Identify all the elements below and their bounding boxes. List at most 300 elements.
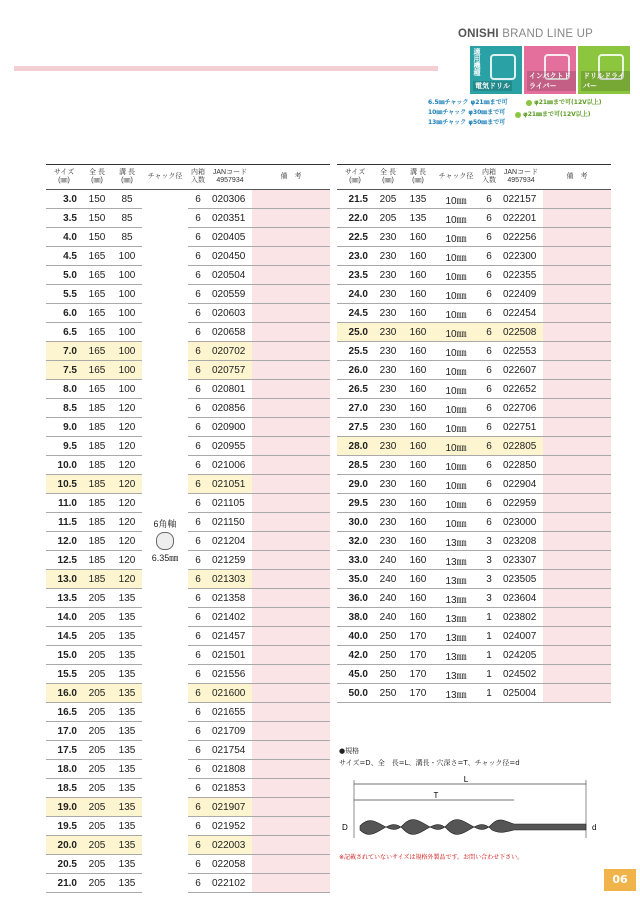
- col-jan: JANコード 4957934: [499, 165, 543, 190]
- groove-cell: 160: [403, 551, 433, 570]
- chuck-cell: 13㎜: [433, 665, 479, 684]
- qty-cell: 6: [188, 513, 208, 532]
- jan-cell: 022751: [499, 418, 543, 437]
- remarks-cell: [252, 361, 330, 380]
- remarks-cell: [252, 779, 330, 798]
- size-cell: 19.5: [46, 817, 82, 836]
- qty-cell: 6: [188, 608, 208, 627]
- length-cell: 205: [82, 703, 112, 722]
- jan-cell: 022904: [499, 475, 543, 494]
- qty-cell: 1: [479, 684, 499, 703]
- length-cell: 205: [82, 760, 112, 779]
- table-row: [337, 456, 611, 475]
- length-cell: 240: [373, 570, 403, 589]
- length-cell: 165: [82, 342, 112, 361]
- length-cell: 205: [82, 646, 112, 665]
- qty-cell: 6: [479, 399, 499, 418]
- remarks-cell: [543, 380, 611, 399]
- remarks-cell: [252, 684, 330, 703]
- remarks-cell: [252, 475, 330, 494]
- remarks-cell: [252, 836, 330, 855]
- note-10: 10㎜チャック φ30㎜まで可: [428, 109, 506, 116]
- groove-cell: 135: [112, 646, 142, 665]
- size-cell: 17.5: [46, 741, 82, 760]
- remarks-cell: [252, 418, 330, 437]
- remarks-cell: [252, 703, 330, 722]
- jan-cell: 021655: [208, 703, 252, 722]
- jan-cell: 023208: [499, 532, 543, 551]
- jan-cell: 020801: [208, 380, 252, 399]
- groove-cell: 160: [403, 589, 433, 608]
- remarks-cell: [252, 228, 330, 247]
- jan-cell: 022553: [499, 342, 543, 361]
- table-row: [46, 190, 330, 209]
- chuck-cell: 13㎜: [433, 551, 479, 570]
- length-cell: 205: [82, 722, 112, 741]
- table-header: [337, 165, 611, 190]
- table-row: [46, 798, 330, 817]
- length-cell: 240: [373, 608, 403, 627]
- remarks-cell: [252, 285, 330, 304]
- electric-drill-icon: [470, 46, 522, 94]
- groove-cell: 135: [112, 665, 142, 684]
- qty-cell: 3: [479, 532, 499, 551]
- groove-cell: 160: [403, 570, 433, 589]
- size-cell: 3.5: [46, 209, 82, 228]
- table-row: [337, 380, 611, 399]
- chuck-cell: 10㎜: [433, 361, 479, 380]
- jan-cell: 022201: [499, 209, 543, 228]
- length-cell: 165: [82, 247, 112, 266]
- jan-cell: 021556: [208, 665, 252, 684]
- jan-cell: 021303: [208, 570, 252, 589]
- length-cell: 205: [82, 779, 112, 798]
- col-size: サイズ (㎜): [337, 165, 373, 190]
- qty-cell: 6: [188, 475, 208, 494]
- table-row: [337, 665, 611, 684]
- qty-cell: 6: [188, 722, 208, 741]
- groove-cell: 160: [403, 494, 433, 513]
- chuck-cell: 10㎜: [433, 418, 479, 437]
- col-remarks: 備 考: [252, 165, 330, 190]
- table-row: [46, 703, 330, 722]
- remarks-cell: [543, 684, 611, 703]
- table-row: [46, 513, 330, 532]
- jan-cell: 021204: [208, 532, 252, 551]
- table-row: [46, 380, 330, 399]
- size-cell: 12.0: [46, 532, 82, 551]
- jan-cell: 022805: [499, 437, 543, 456]
- groove-cell: 160: [403, 247, 433, 266]
- length-cell: 165: [82, 323, 112, 342]
- length-cell: 230: [373, 437, 403, 456]
- green-note-right: [526, 98, 602, 108]
- green-bullet-icon-2: [515, 112, 521, 118]
- qty-cell: 6: [188, 285, 208, 304]
- remarks-cell: [252, 513, 330, 532]
- length-cell: 230: [373, 380, 403, 399]
- remarks-cell: [252, 247, 330, 266]
- qty-cell: 3: [479, 551, 499, 570]
- remarks-cell: [252, 551, 330, 570]
- groove-cell: 100: [112, 361, 142, 380]
- length-cell: 250: [373, 684, 403, 703]
- groove-cell: 100: [112, 266, 142, 285]
- jan-cell: 023802: [499, 608, 543, 627]
- groove-cell: 170: [403, 665, 433, 684]
- length-cell: 185: [82, 399, 112, 418]
- groove-cell: 160: [403, 361, 433, 380]
- col-length: 全 長 (㎜): [82, 165, 112, 190]
- table-row: [337, 190, 611, 209]
- remarks-cell: [543, 361, 611, 380]
- note-6-5: 6.5㎜チャック φ21㎜まで可: [428, 99, 508, 106]
- groove-cell: 160: [403, 475, 433, 494]
- jan-cell: 022003: [208, 836, 252, 855]
- groove-cell: 135: [112, 684, 142, 703]
- table-row: [337, 532, 611, 551]
- qty-cell: 1: [479, 646, 499, 665]
- jan-cell: 022102: [208, 874, 252, 893]
- jan-cell: 022850: [499, 456, 543, 475]
- qty-cell: 6: [188, 627, 208, 646]
- size-cell: 35.0: [337, 570, 373, 589]
- groove-cell: 120: [112, 418, 142, 437]
- remarks-cell: [543, 304, 611, 323]
- remarks-cell: [252, 589, 330, 608]
- table-row: [46, 760, 330, 779]
- size-cell: 7.0: [46, 342, 82, 361]
- footnote: ※記載されていないサイズは規格外製品です。お問い合わせ下さい。: [339, 854, 524, 861]
- groove-cell: 120: [112, 551, 142, 570]
- qty-cell: 6: [188, 551, 208, 570]
- table-row: [46, 779, 330, 798]
- groove-cell: 120: [112, 570, 142, 589]
- remarks-cell: [252, 817, 330, 836]
- length-cell: 165: [82, 266, 112, 285]
- chuck-cell: 10㎜: [433, 209, 479, 228]
- jan-cell: 021150: [208, 513, 252, 532]
- col-length: 全 長 (㎜): [373, 165, 403, 190]
- qty-cell: 1: [479, 608, 499, 627]
- jan-cell: 021709: [208, 722, 252, 741]
- size-cell: 6.0: [46, 304, 82, 323]
- table-row: [337, 304, 611, 323]
- length-cell: 230: [373, 494, 403, 513]
- length-cell: 230: [373, 456, 403, 475]
- drill-driver-icon: [578, 46, 630, 94]
- groove-cell: 160: [403, 513, 433, 532]
- length-cell: 230: [373, 342, 403, 361]
- groove-cell: 170: [403, 646, 433, 665]
- length-cell: 165: [82, 304, 112, 323]
- groove-cell: 170: [403, 684, 433, 703]
- remarks-cell: [252, 342, 330, 361]
- groove-cell: 135: [112, 741, 142, 760]
- remarks-cell: [543, 494, 611, 513]
- remarks-cell: [252, 665, 330, 684]
- length-cell: 240: [373, 589, 403, 608]
- qty-cell: 6: [479, 266, 499, 285]
- spec-legend: [339, 745, 520, 769]
- jan-cell: 022706: [499, 399, 543, 418]
- qty-cell: 6: [188, 665, 208, 684]
- qty-cell: 6: [479, 285, 499, 304]
- chuck-cell: 13㎜: [433, 570, 479, 589]
- remarks-cell: [252, 494, 330, 513]
- groove-cell: 160: [403, 532, 433, 551]
- length-cell: 185: [82, 532, 112, 551]
- chuck-cell: 10㎜: [433, 285, 479, 304]
- table-row: [46, 532, 330, 551]
- qty-cell: 6: [188, 703, 208, 722]
- remarks-cell: [252, 190, 330, 209]
- chuck-cell: 10㎜: [433, 380, 479, 399]
- table-row: [46, 247, 330, 266]
- length-cell: 205: [82, 741, 112, 760]
- length-cell: 150: [82, 190, 112, 209]
- table-row: [337, 285, 611, 304]
- jan-cell: 023000: [499, 513, 543, 532]
- length-cell: 230: [373, 513, 403, 532]
- qty-cell: 6: [479, 228, 499, 247]
- size-cell: 21.0: [46, 874, 82, 893]
- size-cell: 40.0: [337, 627, 373, 646]
- brand-name: ONISHI: [458, 28, 499, 40]
- note-13: 13㎜チャック φ50㎜まで可: [428, 119, 506, 126]
- jan-cell: 022256: [499, 228, 543, 247]
- groove-cell: 120: [112, 494, 142, 513]
- length-cell: 165: [82, 380, 112, 399]
- remarks-cell: [543, 323, 611, 342]
- size-cell: 50.0: [337, 684, 373, 703]
- table-row: [46, 589, 330, 608]
- groove-cell: 135: [112, 779, 142, 798]
- table-row: [46, 741, 330, 760]
- chuck-cell: 10㎜: [433, 247, 479, 266]
- groove-cell: 100: [112, 342, 142, 361]
- jan-cell: 021259: [208, 551, 252, 570]
- length-cell: 165: [82, 285, 112, 304]
- jan-cell: 020351: [208, 209, 252, 228]
- qty-cell: 6: [188, 589, 208, 608]
- length-cell: 230: [373, 399, 403, 418]
- remarks-cell: [252, 741, 330, 760]
- qty-cell: 3: [479, 570, 499, 589]
- length-cell: 205: [82, 665, 112, 684]
- length-cell: 150: [82, 228, 112, 247]
- size-cell: 16.0: [46, 684, 82, 703]
- table-row: [46, 608, 330, 627]
- impact-driver-label: インパクトドライバー: [527, 71, 576, 91]
- groove-cell: 135: [112, 874, 142, 893]
- chuck-cell: 10㎜: [433, 190, 479, 209]
- jan-cell: 020405: [208, 228, 252, 247]
- chuck-cell: 10㎜: [433, 475, 479, 494]
- groove-cell: 160: [403, 399, 433, 418]
- table-row: [337, 418, 611, 437]
- size-cell: 12.5: [46, 551, 82, 570]
- left-spec-table: [46, 164, 330, 893]
- jan-cell: 022652: [499, 380, 543, 399]
- qty-cell: 6: [188, 646, 208, 665]
- qty-cell: 6: [188, 532, 208, 551]
- table-row: [337, 570, 611, 589]
- remarks-cell: [543, 627, 611, 646]
- table-row: [337, 513, 611, 532]
- size-cell: 25.5: [337, 342, 373, 361]
- size-cell: 23.0: [337, 247, 373, 266]
- chuck-cell: 10㎜: [433, 266, 479, 285]
- jan-cell: 025004: [499, 684, 543, 703]
- chuck-cell: 13㎜: [433, 646, 479, 665]
- chuck-cell: 10㎜: [433, 513, 479, 532]
- remarks-cell: [543, 342, 611, 361]
- jan-cell: 020856: [208, 399, 252, 418]
- jan-cell: 020504: [208, 266, 252, 285]
- length-cell: 205: [82, 627, 112, 646]
- table-row: [46, 399, 330, 418]
- length-cell: 205: [82, 836, 112, 855]
- size-cell: 21.5: [337, 190, 373, 209]
- length-cell: 205: [373, 209, 403, 228]
- jan-cell: 022454: [499, 304, 543, 323]
- chuck-cell: 13㎜: [433, 589, 479, 608]
- remarks-cell: [252, 209, 330, 228]
- length-cell: 205: [373, 190, 403, 209]
- length-cell: 185: [82, 513, 112, 532]
- length-cell: 240: [373, 551, 403, 570]
- remarks-cell: [252, 646, 330, 665]
- qty-cell: 6: [479, 342, 499, 361]
- length-cell: 205: [82, 798, 112, 817]
- hex-shaft-icon: [156, 532, 174, 550]
- table-row: [46, 437, 330, 456]
- remarks-cell: [543, 513, 611, 532]
- length-cell: 185: [82, 475, 112, 494]
- qty-cell: 6: [479, 494, 499, 513]
- jan-cell: 022959: [499, 494, 543, 513]
- qty-cell: 6: [188, 760, 208, 779]
- size-cell: 4.5: [46, 247, 82, 266]
- auger-bit-diagram: [336, 770, 606, 850]
- size-cell: 23.5: [337, 266, 373, 285]
- col-groove: 溝 長 (㎜): [112, 165, 142, 190]
- header-accent-bar: [14, 66, 438, 71]
- qty-cell: 6: [188, 570, 208, 589]
- groove-cell: 135: [112, 589, 142, 608]
- size-cell: 8.0: [46, 380, 82, 399]
- qty-cell: 6: [188, 342, 208, 361]
- remarks-cell: [252, 627, 330, 646]
- table-row: [46, 266, 330, 285]
- qty-cell: 6: [188, 684, 208, 703]
- length-cell: 250: [373, 665, 403, 684]
- remarks-cell: [543, 209, 611, 228]
- size-cell: 20.0: [46, 836, 82, 855]
- jan-cell: 023307: [499, 551, 543, 570]
- size-cell: 18.0: [46, 760, 82, 779]
- table-row: [337, 589, 611, 608]
- table-row: [46, 874, 330, 893]
- jan-cell: 024007: [499, 627, 543, 646]
- length-cell: 230: [373, 285, 403, 304]
- chuck-cell: 10㎜: [433, 304, 479, 323]
- jan-cell: 020757: [208, 361, 252, 380]
- jan-cell: 023505: [499, 570, 543, 589]
- T-label: T: [433, 791, 439, 800]
- jan-cell: 022157: [499, 190, 543, 209]
- remarks-cell: [543, 437, 611, 456]
- size-cell: 15.0: [46, 646, 82, 665]
- table-row: [337, 399, 611, 418]
- jan-cell: 024502: [499, 665, 543, 684]
- size-cell: 9.0: [46, 418, 82, 437]
- remarks-cell: [543, 247, 611, 266]
- col-chuck: チャック径: [433, 165, 479, 190]
- table-row: [337, 475, 611, 494]
- jan-cell: 021907: [208, 798, 252, 817]
- qty-cell: 6: [188, 437, 208, 456]
- groove-cell: 160: [403, 266, 433, 285]
- groove-cell: 120: [112, 437, 142, 456]
- qty-cell: 6: [479, 475, 499, 494]
- qty-cell: 6: [188, 456, 208, 475]
- size-cell: 25.0: [337, 323, 373, 342]
- qty-cell: 6: [479, 361, 499, 380]
- remarks-cell: [252, 456, 330, 475]
- remarks-cell: [252, 608, 330, 627]
- L-label: L: [463, 775, 469, 784]
- chuck-cell: 13㎜: [433, 684, 479, 703]
- size-cell: 20.5: [46, 855, 82, 874]
- qty-cell: 6: [188, 228, 208, 247]
- length-cell: 230: [373, 228, 403, 247]
- jan-cell: 022058: [208, 855, 252, 874]
- size-cell: 13.0: [46, 570, 82, 589]
- applicable-label: 適用機種: [473, 48, 481, 76]
- remarks-cell: [252, 323, 330, 342]
- size-cell: 22.5: [337, 228, 373, 247]
- jan-cell: 022409: [499, 285, 543, 304]
- bit-body-shape: [360, 820, 586, 835]
- size-cell: 26.5: [337, 380, 373, 399]
- groove-cell: 85: [112, 209, 142, 228]
- size-cell: 9.5: [46, 437, 82, 456]
- size-cell: 14.0: [46, 608, 82, 627]
- length-cell: 205: [82, 684, 112, 703]
- table-row: [337, 646, 611, 665]
- jan-cell: 020702: [208, 342, 252, 361]
- length-cell: 205: [82, 855, 112, 874]
- qty-cell: 6: [188, 247, 208, 266]
- table-row: [337, 209, 611, 228]
- remarks-cell: [252, 722, 330, 741]
- jan-cell: 021952: [208, 817, 252, 836]
- remarks-cell: [543, 190, 611, 209]
- remarks-cell: [252, 399, 330, 418]
- size-cell: 26.0: [337, 361, 373, 380]
- size-cell: 7.5: [46, 361, 82, 380]
- qty-cell: 6: [188, 779, 208, 798]
- size-cell: 42.0: [337, 646, 373, 665]
- groove-cell: 135: [112, 703, 142, 722]
- qty-cell: 6: [479, 437, 499, 456]
- groove-cell: 160: [403, 608, 433, 627]
- chuck-cell: 10㎜: [433, 399, 479, 418]
- green-note-low-text: φ21㎜まで可(12V以上): [523, 111, 591, 118]
- jan-cell: 021600: [208, 684, 252, 703]
